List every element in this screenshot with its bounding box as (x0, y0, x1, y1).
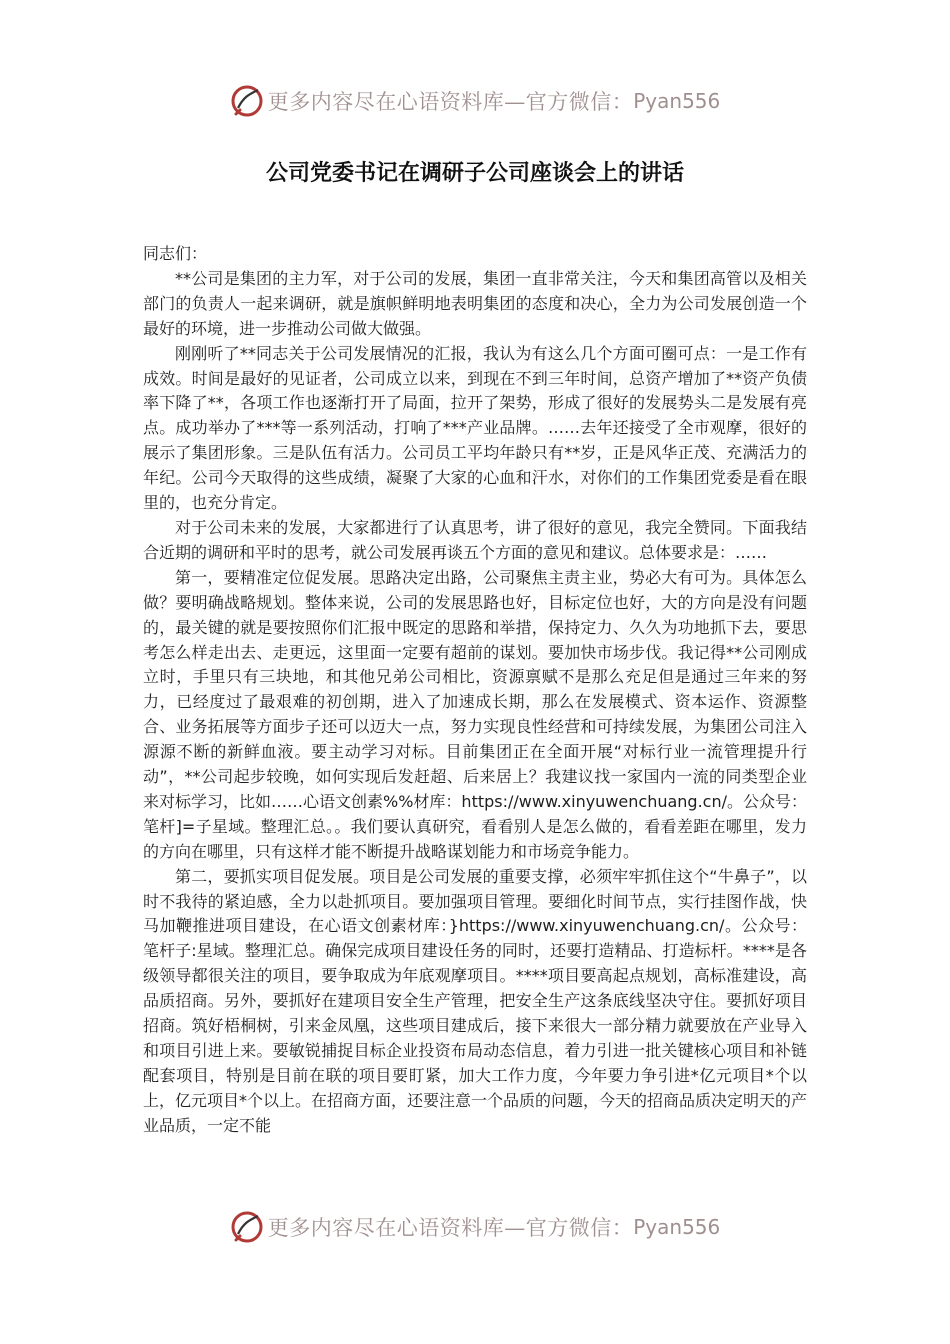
brush-logo-icon (230, 1210, 264, 1244)
watermark-text: 更多内容尽在心语资料库—官方微信： (267, 1216, 634, 1240)
document-title: 公司党委书记在调研子公司座谈会上的讲话 (265, 161, 684, 186)
watermark-wechat-id: Pyan556 (633, 1215, 721, 1239)
paragraph: 第一，要精准定位促发展。思路决定出路，公司聚焦主责主业，势必大有可为。具体怎么做？要明确战略规划。整体来说，公司的发展思路也好，目标定位也好，大的方向是没有问题的，最关键的就是要按照你们汇报中既定的思路和举措，保持定力、久久为功地抓下去，要思考怎么样走出去、走更远，这里面一定要有超前的谋划。要加快市场步伐。我记得**公司刚成立时，手里只有三块地，和其他兄弟公司相比，资源禀赋不是那么充足但是通过三年来的努力，已经度过了最艰难的初创期，进入了加速成长期，那么在发展模式、资本运作、资源整合、业务拓展等方面步子还可以迈大一点，努力实现良性经营和可持续发展，为集团公司注入源源不断的新鲜血液。要主动学习对标。目前集团正在全面开展“对标行业一流管理提升行动”，**公司起步较晚，如何实现后发赶超、后来居上？我建议找一家国内一流的同类型企业来对标学习，比如……心语文创素%%材库：https://www.xinyuwenchuang.cn/。公众号：笔杆]=子星域。整理汇总。。我们要认真研究，看看别人是怎么做的，看看差距在哪里，发力的方向在哪里，只有这样才能不断提升战略谋划能力和市场竞争能力。 (143, 567, 807, 861)
watermark-wechat-id: Pyan556 (633, 89, 721, 113)
brush-logo-icon (230, 84, 264, 118)
paragraph: 第二，要抓实项目促发展。项目是公司发展的重要支撑，必须牢牢抓住这个“牛鼻子”，以时不我待的紧迫感，全力以赴抓项目。要加强项目管理。要细化时间节点，实行挂图作战，快马加鞭推进项目建设，在心语文创素材库：}https://www.xinyuwenchuang.cn/。公众号：笔杆子:星域。整理汇总。确保完成项目建设任务的同时，还要打造精品、打造标杆。****是各级领导都很关注的项目，要争取成为年底观摩项目。****项目要高起点规划，高标准建设，高品质招商。另外，要抓好在建项目安全生产管理，把安全生产这条底线坚决守住。要抓好项目招商。筑好梧桐树，引来金凤凰，这些项目建成后，接下来很大一部分精力就要放在产业导入和项目引进上来。要敏锐捕捉目标企业投资布局动态信息，着力引进一批关键核心项目和补链配套项目，特别是目前在联的项目要盯紧，加大工作力度，今年要力争引进*亿元项目*个以上，亿元项目*个以上。在招商方面，还要注意一个品质的问题，今天的招商品质决定明天的产业品质，一定不能 (143, 866, 808, 1135)
paragraph: **公司是集团的主力军，对于公司的发展，集团一直非常关注，今天和集团高管以及相关部门的负责人一起来调研，就是旗帜鲜明地表明集团的态度和决心，全力为公司发展创造一个最好的环境，进一步推动公司做大做强。 (143, 268, 807, 338)
watermark-text: 更多内容尽在心语资料库—官方微信： (267, 90, 634, 114)
watermark-banner-bottom (0, 1210, 950, 1244)
greeting: 同志们： (143, 244, 208, 263)
paragraph: 刚刚听了**同志关于公司发展情况的汇报，我认为有这么几个方面可圈可点：一是工作有成效。时间是最好的见证者，公司成立以来，到现在不到三年时间，总资产增加了**资产负债率下降了**，各项工作也逐渐打开了局面，拉开了架势，形成了很好的发展势头二是发展有亮点。成功举办了***等一系列活动，打响了***产业品牌。……去年还接受了全市观摩，很好的展示了集团形象。三是队伍有活力。公司员工平均年龄只有**岁，正是风华正茂、充满活力的年纪。公司今天取得的这些成绩，凝聚了大家的心血和汗水，对你们的工作集团党委是看在眼里的，也充分肯定。 (143, 343, 807, 513)
watermark-banner-top (0, 84, 950, 118)
document-body (143, 242, 807, 1139)
paragraph: 对于公司未来的发展，大家都进行了认真思考，讲了很好的意见，我完全赞同。下面我结合近期的调研和平时的思考，就公司发展再谈五个方面的意见和建议。总体要求是：…… (143, 517, 807, 562)
